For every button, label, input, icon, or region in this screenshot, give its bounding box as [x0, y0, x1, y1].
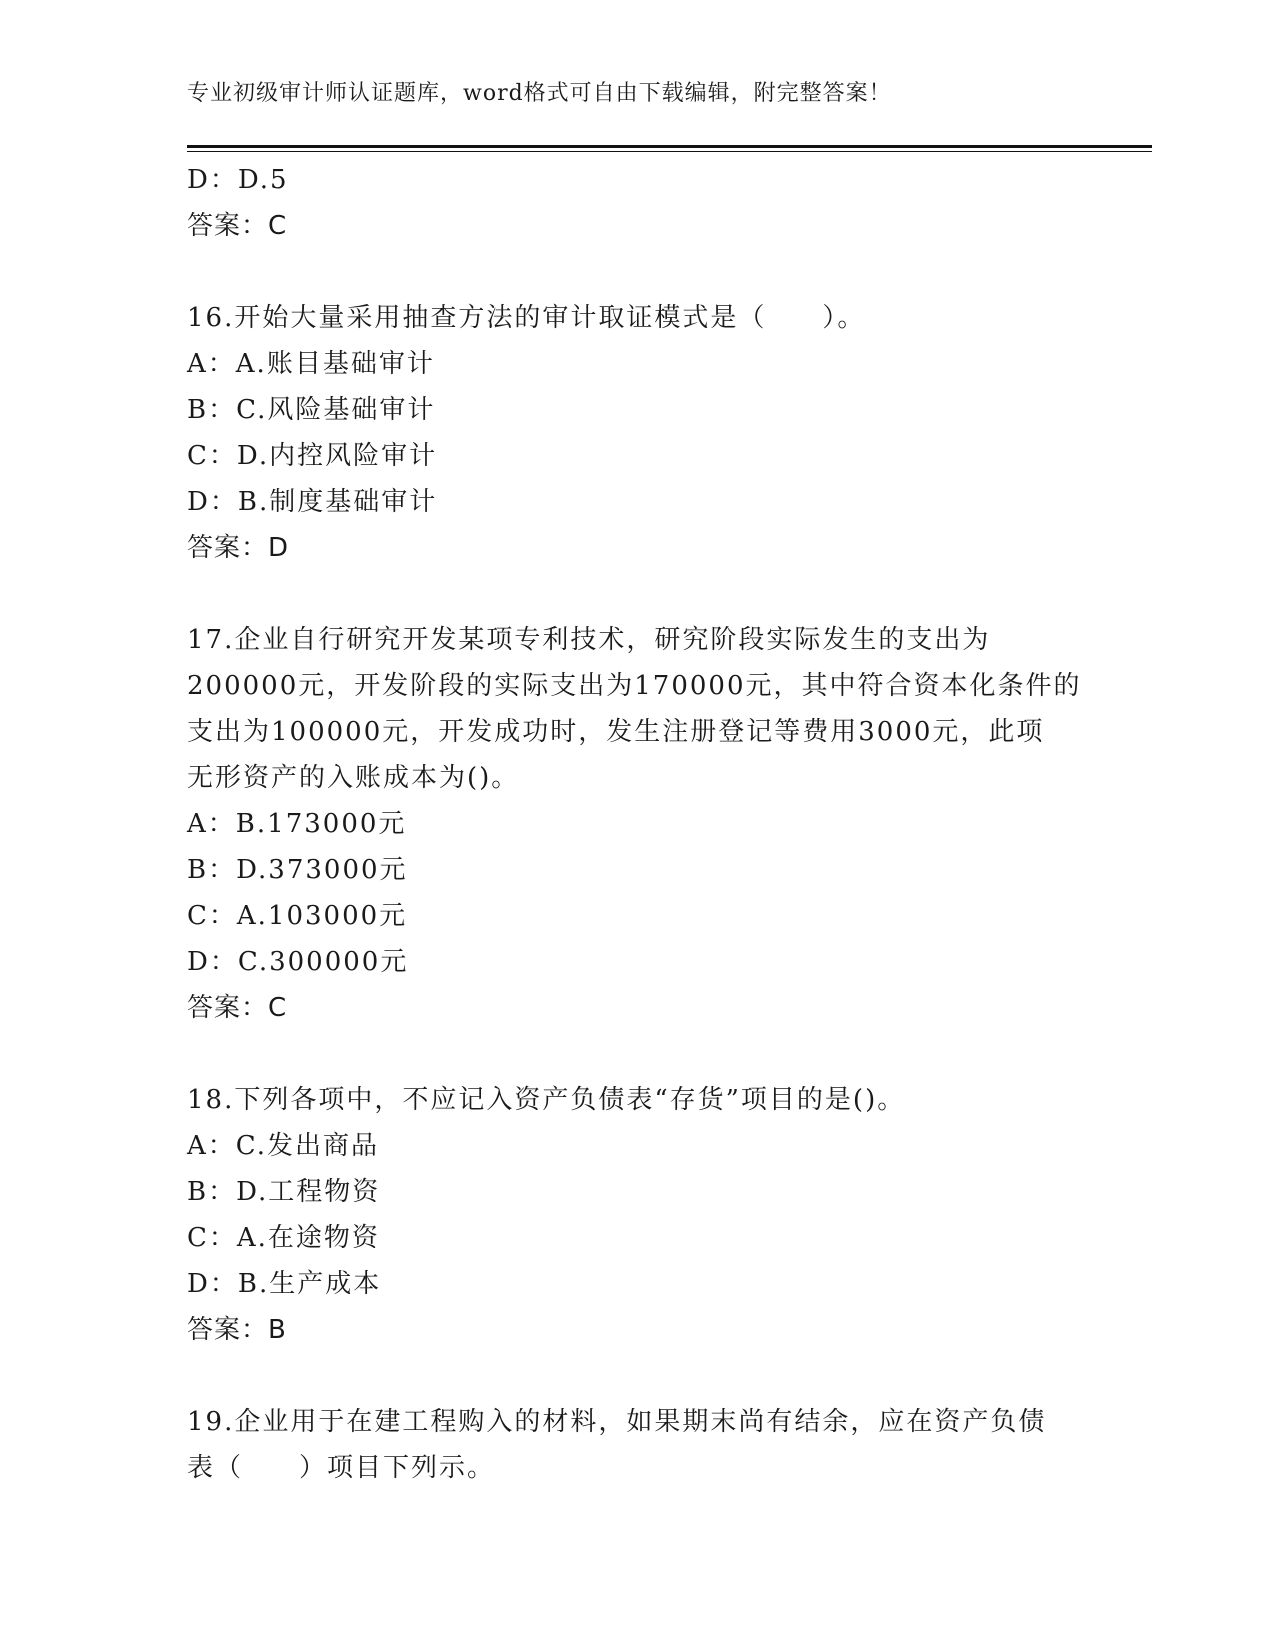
question-stem-line: 19.企业用于在建工程购入的材料，如果期末尚有结余，应在资产负债: [187, 1407, 1047, 1437]
option-c: C：A.在途物资: [187, 1223, 380, 1253]
question-15-tail: [187, 157, 1087, 249]
option-a: A：C.发出商品: [187, 1131, 380, 1161]
question-stem-line: 17.企业自行研究开发某项专利技术，研究阶段实际发生的支出为: [187, 625, 991, 655]
option-b: B：C.风险基础审计: [187, 395, 436, 425]
option-a: A：B.173000元: [187, 809, 407, 839]
question-19: [187, 1399, 1087, 1491]
document-header: 专业初级审计师认证题库，word格式可自由下载编辑，附完整答案！: [187, 81, 892, 106]
option-d: D：B.制度基础审计: [187, 487, 438, 517]
question-stem-line: 支出为100000元，开发成功时，发生注册登记等费用3000元，此项: [187, 717, 1045, 747]
answer-line: 答案：C: [187, 993, 288, 1023]
question-18: [187, 1077, 1087, 1353]
option-c: C：D.内控风险审计: [187, 441, 438, 471]
answer-line: 答案：D: [187, 533, 290, 563]
question-stem: 18.下列各项中，不应记入资产负债表“存货”项目的是()。: [187, 1085, 906, 1115]
question-16: [187, 295, 1087, 571]
option-a: A：A.账目基础审计: [187, 349, 435, 379]
option-b: B：D.373000元: [187, 855, 408, 885]
header-rule-thin: [187, 151, 1152, 152]
answer-line: 答案：B: [187, 1315, 287, 1345]
document-body: [187, 157, 1087, 1491]
header-rule-thick: [187, 145, 1152, 148]
question-stem: 16.开始大量采用抽查方法的审计取证模式是（ ）。: [187, 303, 866, 333]
question-17: [187, 617, 1087, 1031]
question-stem-line: 无形资产的入账成本为()。: [187, 763, 520, 793]
answer-line: 答案：C: [187, 211, 288, 241]
option-d: D：D.5: [187, 165, 289, 195]
option-b: B：D.工程物资: [187, 1177, 381, 1207]
option-c: C：A.103000元: [187, 901, 408, 931]
option-d: D：C.300000元: [187, 947, 409, 977]
question-stem-line: 200000元，开发阶段的实际支出为170000元，其中符合资本化条件的: [187, 671, 1082, 701]
option-d: D：B.生产成本: [187, 1269, 382, 1299]
question-stem-line: 表（ ）项目下列示。: [187, 1453, 496, 1483]
